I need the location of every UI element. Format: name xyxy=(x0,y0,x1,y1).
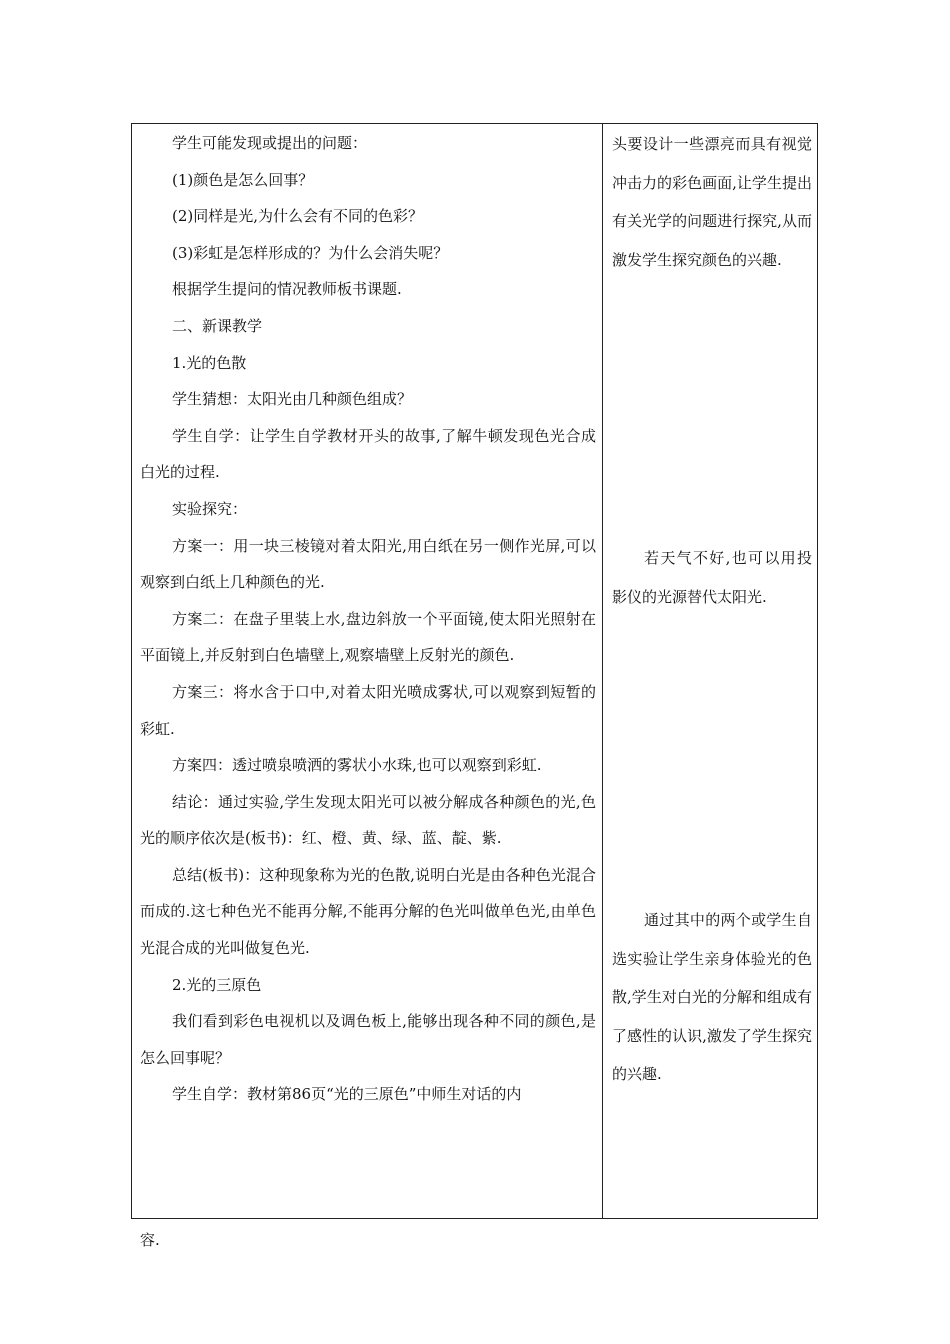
paragraph: 方案三：将水含于口中,对着太阳光喷成雾状,可以观察到短暂的彩虹. xyxy=(140,682,596,738)
side-note: 头要设计一些漂亮而具有视觉冲击力的彩色画面,让学生提出有关光学的问题进行探究,从而激发学生探究颜色的兴趣. xyxy=(612,135,812,269)
paragraph: 学生可能发现或提出的问题： xyxy=(172,134,368,152)
paragraph: 方案四：透过喷泉喷洒的雾状小水珠,也可以观察到彩虹. xyxy=(172,756,542,775)
paragraph: 根据学生提问的情况教师板书课题. xyxy=(172,280,402,299)
paragraph: 学生自学：教材第86页“光的三原色”中师生对话的内 xyxy=(172,1085,522,1104)
paragraph: 方案一：用一块三棱镜对着太阳光,用白纸在另一侧作光屏,可以观察到白纸上几种颜色的光. xyxy=(140,536,596,592)
continuation-text: 容. xyxy=(140,1231,160,1249)
paragraph: 学生猜想：太阳光由几种颜色组成？ xyxy=(172,390,413,409)
paragraph: (3)彩虹是怎样形成的？为什么会消失呢？ xyxy=(172,243,449,262)
section-heading: 二、新课教学 xyxy=(172,316,263,335)
paragraph: (2)同样是光,为什么会有不同的色彩？ xyxy=(172,207,424,226)
paragraph: (1)颜色是怎么回事？ xyxy=(172,170,314,189)
paragraph: 实验探究： xyxy=(172,499,248,518)
paragraph: 方案二：在盘子里装上水,盘边斜放一个平面镜,使太阳光照射在平面镜上,并反射到白色墙壁上,观察墙壁上反射光的颜色. xyxy=(140,609,596,665)
paragraph: 结论：通过实验,学生发现太阳光可以被分解成各种颜色的光,色光的顺序依次是(板书)：红、橙、黄、绿、蓝、靛、紫. xyxy=(140,792,596,848)
side-column xyxy=(612,125,812,1094)
side-note: 若天气不好,也可以用投影仪的光源替代太阳光. xyxy=(612,549,812,606)
paragraph: 学生自学：让学生自学教材开头的故事,了解牛顿发现色光合成白光的过程. xyxy=(140,426,596,482)
paragraph: 总结(板书)：这种现象称为光的色散,说明白光是由各种色光混合而成的.这七种色光不能再分解,不能再分解的色光叫做单色光,由单色光混合成的光叫做复色光. xyxy=(140,865,596,958)
subsection-heading: 2.光的三原色 xyxy=(172,975,262,994)
main-column xyxy=(140,125,596,1113)
paragraph: 我们看到彩色电视机以及调色板上,能够出现各种不同的颜色,是怎么回事呢？ xyxy=(140,1012,596,1067)
subsection-heading: 1.光的色散 xyxy=(172,353,247,372)
column-divider xyxy=(602,123,603,1219)
side-note: 通过其中的两个或学生自选实验让学生亲身体验光的色散,学生对白光的分解和组成有了感性的认识,激发了学生探究的兴趣. xyxy=(612,911,812,1083)
